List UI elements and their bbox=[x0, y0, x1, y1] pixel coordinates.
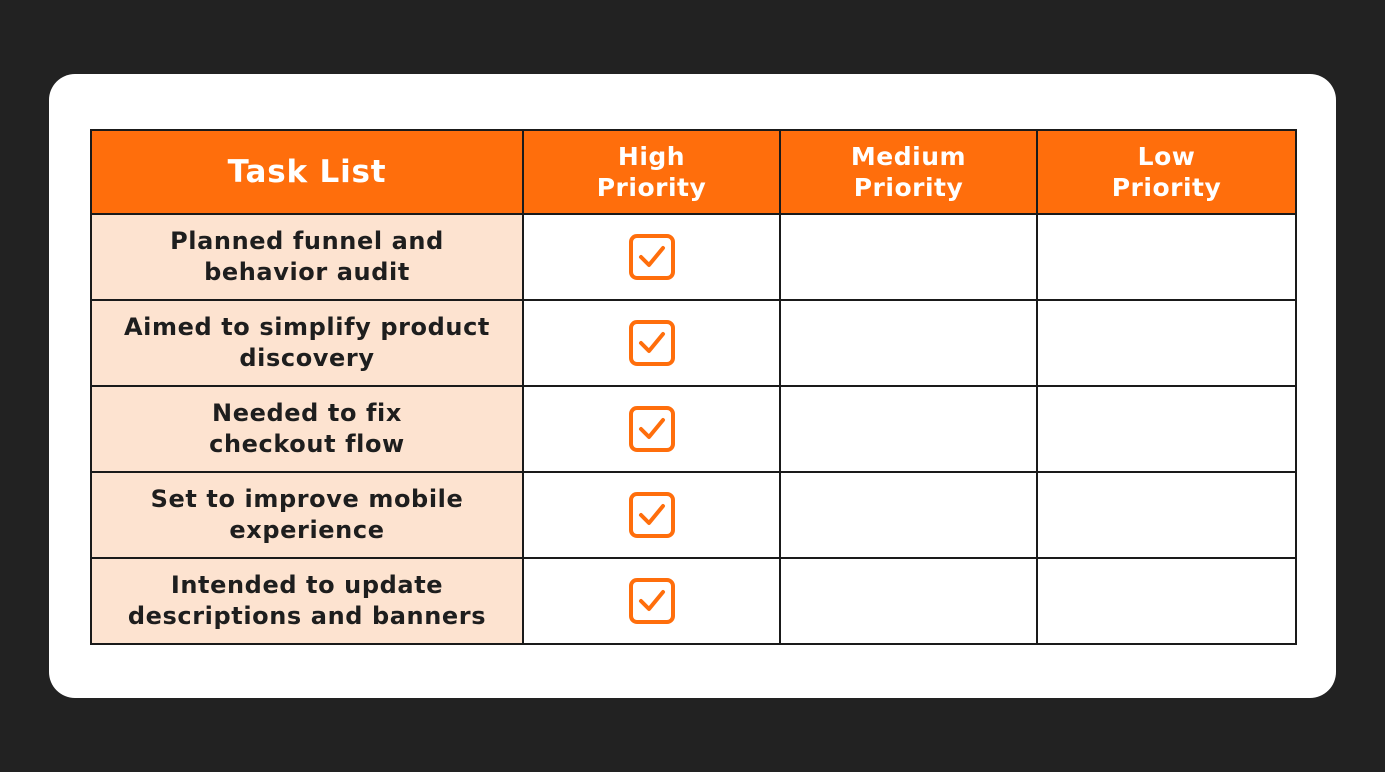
low-priority-cell[interactable] bbox=[1037, 558, 1296, 644]
task-label: Planned funnel and behavior audit bbox=[170, 227, 444, 286]
high-priority-cell[interactable] bbox=[523, 300, 780, 386]
header-medium-priority bbox=[780, 130, 1037, 214]
medium-priority-cell[interactable] bbox=[780, 472, 1037, 558]
task-priority-table bbox=[90, 129, 1297, 645]
low-priority-cell[interactable] bbox=[1037, 214, 1296, 300]
low-priority-cell[interactable] bbox=[1037, 300, 1296, 386]
table-row bbox=[91, 558, 1296, 644]
task-label: Needed to fix checkout flow bbox=[209, 399, 405, 458]
header-high-priority-label: High Priority bbox=[596, 142, 707, 202]
task-label: Aimed to simplify product discovery bbox=[124, 313, 490, 372]
checkbox-checked-icon[interactable] bbox=[628, 319, 676, 367]
high-priority-cell[interactable] bbox=[523, 472, 780, 558]
table-row bbox=[91, 300, 1296, 386]
checkbox-checked-icon[interactable] bbox=[628, 577, 676, 625]
medium-priority-cell[interactable] bbox=[780, 300, 1037, 386]
task-cell bbox=[91, 386, 523, 472]
low-priority-cell[interactable] bbox=[1037, 386, 1296, 472]
medium-priority-cell[interactable] bbox=[780, 558, 1037, 644]
header-low-priority-label: Low Priority bbox=[1111, 142, 1222, 202]
header-task-list: Task List bbox=[91, 130, 523, 214]
header-high-priority bbox=[523, 130, 780, 214]
checkbox-checked-icon[interactable] bbox=[628, 491, 676, 539]
table-row bbox=[91, 214, 1296, 300]
header-low-priority bbox=[1037, 130, 1296, 214]
checkbox-checked-icon[interactable] bbox=[628, 405, 676, 453]
task-cell bbox=[91, 300, 523, 386]
checkbox-checked-icon[interactable] bbox=[628, 233, 676, 281]
high-priority-cell[interactable] bbox=[523, 214, 780, 300]
low-priority-cell[interactable] bbox=[1037, 472, 1296, 558]
header-medium-priority-label: Medium Priority bbox=[850, 142, 967, 202]
medium-priority-cell[interactable] bbox=[780, 386, 1037, 472]
high-priority-cell[interactable] bbox=[523, 386, 780, 472]
task-cell bbox=[91, 558, 523, 644]
content-card bbox=[49, 74, 1336, 698]
table-row bbox=[91, 386, 1296, 472]
table-header-row bbox=[91, 130, 1296, 214]
task-label: Intended to update descriptions and banners bbox=[127, 571, 487, 630]
task-cell bbox=[91, 214, 523, 300]
medium-priority-cell[interactable] bbox=[780, 214, 1037, 300]
high-priority-cell[interactable] bbox=[523, 558, 780, 644]
task-label: Set to improve mobile experience bbox=[150, 485, 464, 544]
table-row bbox=[91, 472, 1296, 558]
task-cell bbox=[91, 472, 523, 558]
